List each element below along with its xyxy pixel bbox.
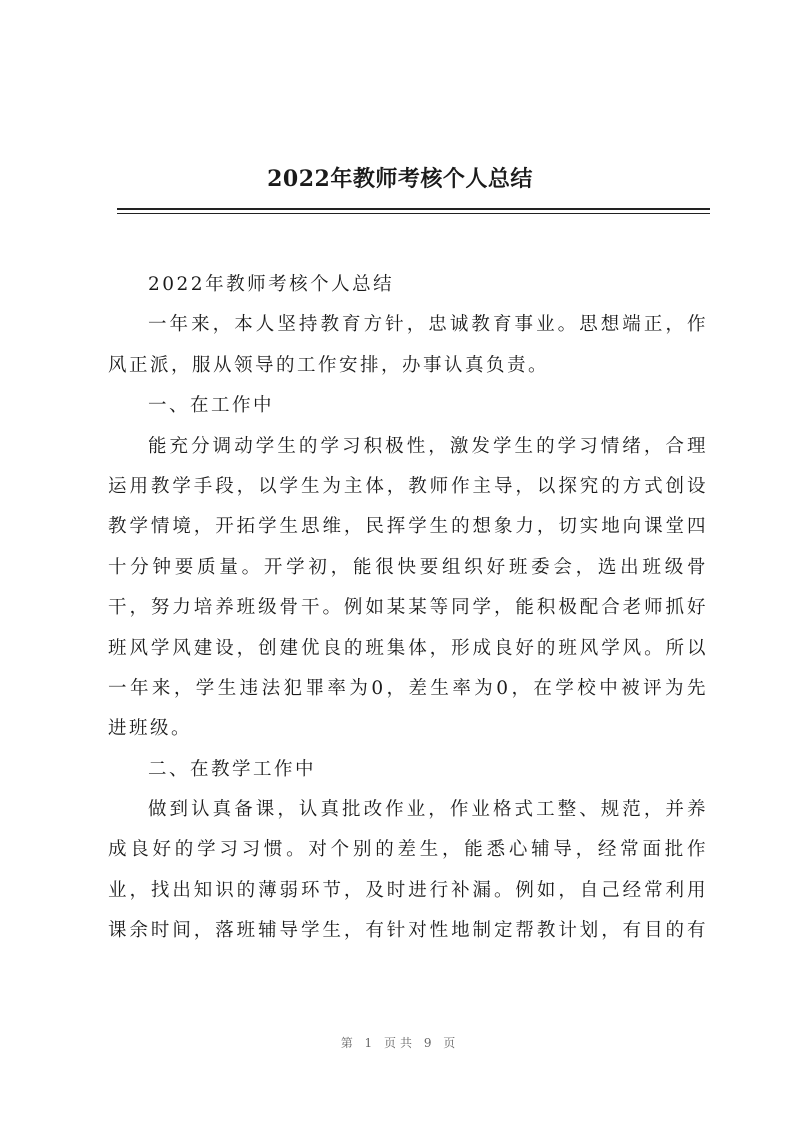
text-line: 能充分调动学生的学习积极性，激发学生的学习情绪，合理 xyxy=(148,435,708,457)
text-line: 教学情境，开拓学生思维，民挥学生的想象力，切实地向课堂四 xyxy=(108,516,708,538)
text-line: 成良好的学习习惯。对个别的差生，能悉心辅导，经常面批作 xyxy=(108,839,708,861)
text-line: 班风学风建设，创建优良的班集体，形成良好的班风学风。所以 xyxy=(108,637,708,659)
text-line: 进班级。 xyxy=(108,718,193,740)
page-footer: 第 1 页共 9 页 xyxy=(340,1036,460,1050)
text-line: 业，找出知识的薄弱环节，及时进行补漏。例如，自己经常利用 xyxy=(108,879,708,901)
text-line: 2022年教师考核个人总结 xyxy=(148,274,395,295)
text-line: 二、在教学工作中 xyxy=(148,758,317,780)
document-body xyxy=(108,265,708,952)
text-line: 一年来，学生违法犯罪率为0，差生率为0，在学校中被评为先 xyxy=(108,677,708,699)
text-line: 干，努力培养班级骨干。例如某某等同学，能积极配合老师抓好 xyxy=(108,597,708,619)
text-line: 做到认真备课，认真批改作业，作业格式工整、规范，并养 xyxy=(148,799,708,821)
document-title: 2022年教师考核个人总结 xyxy=(267,166,533,192)
text-line: 风正派，服从领导的工作安排，办事认真负责。 xyxy=(108,354,550,376)
text-line: 运用教学手段，以学生为主体，教师作主导，以探究的方式创设 xyxy=(108,475,708,497)
text-line: 一年来，本人坚持教育方针，忠诚教育事业。思想端正，作 xyxy=(148,314,708,336)
text-line: 十分钟要质量。开学初，能很快要组织好班委会，选出班级骨 xyxy=(108,556,708,578)
title-rule-thin xyxy=(117,213,710,214)
text-line: 一、在工作中 xyxy=(148,395,275,417)
text-line: 课余时间，落班辅导学生，有针对性地制定帮教计划，有目的有 xyxy=(108,920,708,942)
title-rule-thick xyxy=(117,208,710,210)
